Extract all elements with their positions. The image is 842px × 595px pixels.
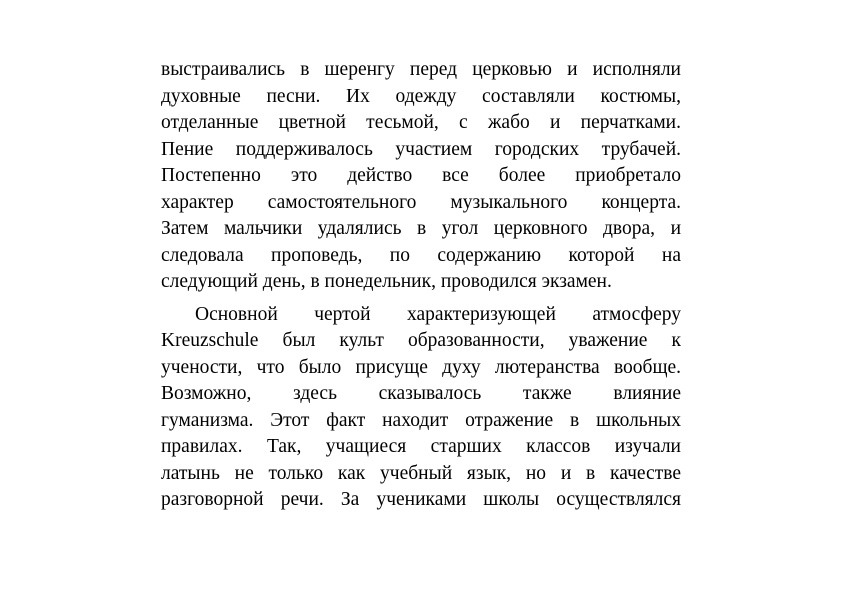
text-line: Пение поддерживалось участием городских трубачей.: [161, 138, 681, 160]
paragraph: [161, 57, 681, 296]
text-line: отделанные цветной тесьмой, с жабо и перчатками.: [161, 112, 681, 133]
text-line: характер самостоятельного музыкального концерта.: [161, 191, 681, 213]
text-line: учености, что было присуще духу лютеранства вообще.: [161, 356, 681, 378]
text-line: Kreuzschule был культ образованности, уважение к: [161, 330, 681, 351]
text-line: Основной чертой характеризующей атмосферу: [195, 303, 681, 325]
text-line: Постепенно это действо все более приобретало: [161, 165, 681, 186]
text-line: Затем мальчики удалялись в угол церковного двора, и: [161, 218, 681, 239]
text-line: духовные песни. Их одежду составляли костюмы,: [161, 85, 681, 107]
text-column: [161, 57, 681, 514]
text-line: следовала проповедь, по содержанию которой на: [161, 244, 681, 266]
paragraph: [161, 302, 681, 514]
text-line: следующий день, в понедельник, проводился экзамен.: [161, 271, 612, 292]
text-line: разговорной речи. За учениками школы осуществлялся: [161, 489, 681, 510]
text-line: выстраивались в шеренгу перед церковью и исполняли: [161, 59, 681, 80]
text-line: гуманизма. Этот факт находит отражение в школьных: [161, 409, 681, 431]
text-line: правилах. Так, учащиеся старших классов изучали: [161, 436, 681, 457]
text-line: латынь не только как учебный язык, но и в качестве: [161, 462, 681, 484]
text-line: Возможно, здесь сказывалось также влияние: [161, 383, 681, 404]
